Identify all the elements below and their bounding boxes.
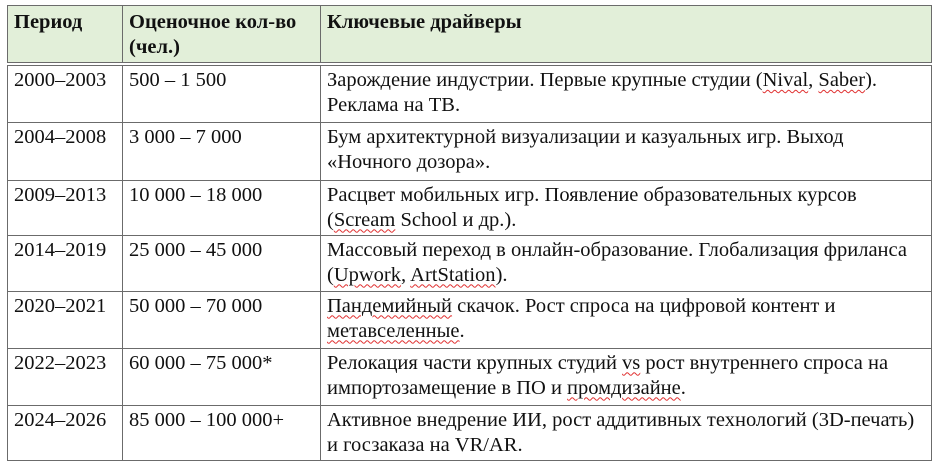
drivers-cell (321, 180, 932, 235)
drivers-cell (321, 291, 932, 348)
drivers-text: , (808, 69, 819, 91)
drivers-text: ). (495, 263, 508, 286)
misspelled-word: Scream (333, 208, 396, 231)
period-cell: 2000–2003 (8, 64, 123, 122)
table-row (8, 180, 932, 235)
drivers-text: , (401, 263, 411, 286)
table-row (8, 64, 932, 122)
table-row (8, 235, 932, 291)
drivers-text: . (680, 376, 686, 399)
misspelled-word: Пандемийный (327, 294, 453, 317)
header-estimate: Оценочное кол-во (чел.) (123, 6, 321, 65)
drivers-text: Бум архитектурной визуализации и казуальных игр. Выход «Ночного дозора». (327, 125, 844, 173)
estimate-cell: 10 000 – 18 000 (123, 180, 321, 235)
industry-growth-table (7, 5, 932, 461)
period-cell: 2014–2019 (8, 235, 123, 291)
period-cell: 2009–2013 (8, 180, 123, 235)
drivers-text: Расцвет мобильных игр. Появление образовательных курсов ( (327, 183, 857, 231)
estimate-cell: 50 000 – 70 000 (123, 291, 321, 348)
estimate-cell: 500 – 1 500 (123, 64, 321, 122)
period-cell: 2004–2008 (8, 122, 123, 180)
misspelled-word: Saber (818, 69, 866, 91)
table-row (8, 291, 932, 348)
drivers-text: рост внутреннего спроса на импортозамещение в ПО и (327, 351, 889, 399)
drivers-cell (321, 64, 932, 122)
drivers-text: . (459, 319, 465, 342)
misspelled-word: vs (622, 351, 641, 374)
estimate-cell: 25 000 – 45 000 (123, 235, 321, 291)
drivers-text: Массовый переход в онлайн-образование. Глобализация фриланса ( (327, 238, 907, 286)
drivers-text: School и др.). (395, 208, 517, 231)
table-row (8, 348, 932, 405)
drivers-cell (321, 348, 932, 405)
table-row (8, 405, 932, 460)
drivers-text: ). Реклама на ТВ. (327, 69, 878, 116)
drivers-text: Зарождение индустрии. Первые крупные студии ( (327, 69, 763, 91)
table-header-row (8, 6, 932, 65)
estimate-cell: 85 000 – 100 000+ (123, 405, 321, 460)
period-cell: 2020–2021 (8, 291, 123, 348)
misspelled-word: промдизайне (567, 376, 681, 399)
drivers-text: Релокация части крупных студий (327, 351, 623, 374)
table-body (8, 64, 932, 460)
misspelled-word: Nival (762, 69, 809, 91)
misspelled-word: ArtStation (410, 263, 496, 286)
header-period: Период (8, 6, 123, 65)
period-cell: 2024–2026 (8, 405, 123, 460)
drivers-cell (321, 235, 932, 291)
estimate-cell: 3 000 – 7 000 (123, 122, 321, 180)
period-cell: 2022–2023 (8, 348, 123, 405)
drivers-text: Активное внедрение ИИ, рост аддитивных технологий (3D-печать) и госзаказа на VR/AR. (327, 408, 915, 456)
misspelled-word: метавселенные (327, 319, 460, 342)
header-drivers: Ключевые драйверы (321, 6, 932, 65)
drivers-text: скачок. Рост спроса на цифровой контент и (452, 294, 836, 317)
drivers-cell (321, 405, 932, 460)
estimate-cell: 60 000 – 75 000* (123, 348, 321, 405)
table-row (8, 122, 932, 180)
drivers-cell (321, 122, 932, 180)
misspelled-word: Upwork (333, 263, 402, 286)
